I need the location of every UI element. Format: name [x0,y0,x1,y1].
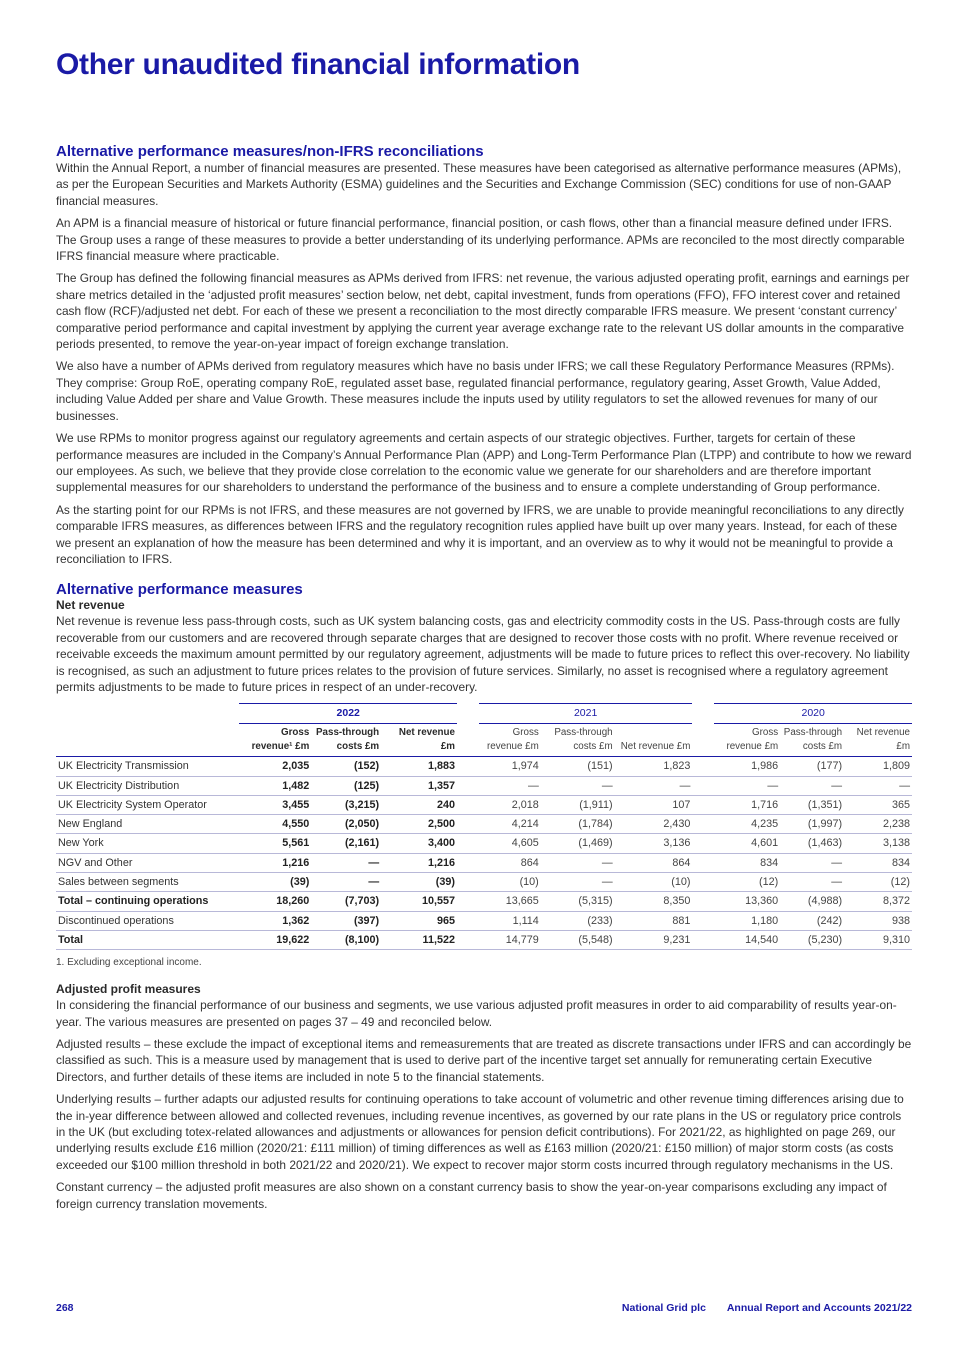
paragraph: In considering the financial performance of our business and segments, we use various adjusted profit measures in order to aid comparability of results year-on-year. The various measures are presented on pages 37 – 49 and reconciled below. [56,998,897,1029]
table-cell: 11,522 [381,930,457,949]
table-cell: (2,050) [311,815,381,834]
table-cell: 3,138 [844,834,912,853]
row-label: New York [56,834,239,853]
table-cell: 938 [844,911,912,930]
table-cell: 2,430 [615,815,693,834]
table-cell: 365 [844,795,912,814]
table-row [56,795,912,814]
table-cell: (1,351) [780,795,844,814]
table-cell: — [541,873,615,892]
table-cell: (151) [541,757,615,776]
table-cell: 19,622 [239,930,311,949]
table-cell: — [714,776,780,795]
spacer-cell [457,853,479,872]
table-cell: — [780,873,844,892]
paragraph: We also have a number of APMs derived from regulatory measures which have no basis under IFRS; we call these Regulatory Performance Measures (RPMs). They comprise: Group RoE, operating company RoE, regulated asset base, regulated financial performance, regulatory gearing, Asset Growth, Value Added, including Value Added per share and Value Growth. These measures include the inputs used by utility regulators to set the allowed revenues for many of our businesses. [56,359,895,423]
section-heading-apm: Alternative performance measures [56,581,303,599]
column-header: Pass-through costs £m [780,723,844,757]
column-header: Gross revenue £m [479,723,541,757]
table-cell: 1,180 [714,911,780,930]
table-cell: 1,362 [239,911,311,930]
table-cell: 3,400 [381,834,457,853]
table-cell: (1,997) [780,815,844,834]
table-cell: (1,911) [541,795,615,814]
table-cell: (12) [844,873,912,892]
spacer-cell [457,892,479,911]
table-cell: 3,136 [615,834,693,853]
table-cell: (5,230) [780,930,844,949]
table-cell: 9,310 [844,930,912,949]
table-cell: 834 [844,853,912,872]
row-label: Sales between segments [56,873,239,892]
table-cell: (8,100) [311,930,381,949]
spacer-cell [457,815,479,834]
table-cell: — [844,776,912,795]
table-row [56,853,912,872]
table-cell: — [541,776,615,795]
spacer-cell [692,795,714,814]
paragraph: Net revenue is revenue less pass-through costs, such as UK system balancing costs, gas and electricity commodity costs in the US. Pass-through costs are fully recoverable from our customers and are recovered through separate charges that are designed to recover those costs with no profit. Where revenue received or receivable exceeds the maximum amount permitted by our regulatory agreement, adjustments will be made to future prices to reflect this over-recovery. No liability is recognised, as such an adjustment to future prices relates to the provision of future services. Similarly, no asset is recognised where a regulatory agreement permits adjustments to be made to future prices in respect of an under-recovery. [56,614,910,694]
table-cell: 14,779 [479,930,541,949]
row-label: NGV and Other [56,853,239,872]
table-cell: — [479,776,541,795]
table-cell: 2,035 [239,757,311,776]
paragraph: We use RPMs to monitor progress against our regulatory agreements and certain aspects of our strategic objectives. Further, targets for certain of these performance measures are included in the Company’s Annual Performance Plan (APP) and Long-Term Performance Plan (LTPP) and contribute to how we reward our employees. As such, we believe that they provide close correlation to the economic value we generate for our shareholders and are therefore important supplemental measures for our shareholders to understand the performance of the business and to ensure a complete understanding of Group performance. [56,431,912,495]
table-cell: 14,540 [714,930,780,949]
table-cell: 1,986 [714,757,780,776]
table-cell: (3,215) [311,795,381,814]
column-header: Gross revenue £m [714,723,780,757]
spacer-cell [692,873,714,892]
table-cell: 4,235 [714,815,780,834]
table-cell: (152) [311,757,381,776]
row-label: UK Electricity Transmission [56,757,239,776]
table-cell: 1,216 [381,853,457,872]
table-cell: 107 [615,795,693,814]
table-row [56,892,912,911]
spacer-cell [692,930,714,949]
table-cell: 4,550 [239,815,311,834]
page-title: Other unaudited financial information [56,48,580,81]
table-cell: 1,809 [844,757,912,776]
table-cell: 834 [714,853,780,872]
table-cell: — [311,853,381,872]
column-header: Pass-through costs £m [541,723,615,757]
table-cell: 2,238 [844,815,912,834]
table-footnote: 1. Excluding exceptional income. [56,957,202,969]
table-cell: (1,784) [541,815,615,834]
table-cell: 4,601 [714,834,780,853]
spacer-cell [457,930,479,949]
spacer-cell [692,757,714,776]
paragraph: As the starting point for our RPMs is not IFRS, and these measures are not governed by IFRS, we are unable to provide meaningful reconciliations to any directly comparable IFRS measures, as differences between IFRS and the regulatory recognition rules applied have built up over many years. Instead, for each of these we present an explanation of how the measure has been determined and why it is important, and an overview as to why it would not be meaningful to provide a reconciliation to IFRS. [56,502,904,566]
page-number: 268 [56,1302,74,1314]
spacer-cell [692,834,714,853]
row-label: Total – continuing operations [56,892,239,911]
table-cell: (242) [780,911,844,930]
column-header: Net revenue £m [615,723,693,757]
row-label: Total [56,930,239,949]
table-cell: (125) [311,776,381,795]
spacer-cell [457,776,479,795]
table-cell: 2,500 [381,815,457,834]
net-revenue-table [56,703,912,950]
table-cell: 1,883 [381,757,457,776]
paragraph: The Group has defined the following financial measures as APMs derived from IFRS: net revenue, the various adjusted operating profit, earnings and earnings per share metrics detailed in the ‘adjusted profit measures’ section below, net debt, capital investment, funds from operations (FFO), FFO interest cover and retained cash flow (RCF)/adjusted net debt. For each of these we present a reconciliation to the most directly comparable IFRS measure. We present ‘constant currency’ comparative period performance and capital investment by applying the current year average exchange rate to the relevant US dollar amounts in the comparative periods presented, to remove the year-on-year impact of foreign exchange translation. [56,271,910,352]
table-cell: 1,114 [479,911,541,930]
table-row [56,873,912,892]
table-cell: (5,315) [541,892,615,911]
table-cell: (4,988) [780,892,844,911]
column-header: Net revenue £m [844,723,912,757]
table-cell: 1,357 [381,776,457,795]
table-cell: 18,260 [239,892,311,911]
table-cell: (10) [479,873,541,892]
content [56,143,912,1218]
spacer-cell [692,776,714,795]
table-row [56,776,912,795]
footer-publication [604,1302,912,1314]
paragraph: Within the Annual Report, a number of financial measures are presented. These measures have been categorised as alternative performance measures (APMs), as per the European Securities and Markets Authority (ESMA) guidelines and the Securities and Exchange Commission (SEC) conditions for use of non-GAAP financial measures. [56,161,902,208]
table-cell: 965 [381,911,457,930]
table-cell: — [780,853,844,872]
table-cell: 10,557 [381,892,457,911]
spacer-cell [692,853,714,872]
column-header: Gross revenue¹ £m [239,723,311,757]
table-cell: 4,214 [479,815,541,834]
row-label: New England [56,815,239,834]
row-label: Discontinued operations [56,911,239,930]
spacer-cell [692,892,714,911]
paragraph: Adjusted results – these exclude the impact of exceptional items and remeasurements that are treated as discrete transactions under IFRS and can accordingly be classified as such. This is a measure used by management that is used to derive part of the incentive target set annually for remunerating certain Executive Directors, and further details of these items are included in note 5 to the financial statements. [56,1037,912,1084]
table-cell: 9,231 [615,930,693,949]
table-cell: (12) [714,873,780,892]
spacer-cell [692,911,714,930]
table-cell: (39) [239,873,311,892]
table-row [56,834,912,853]
table-cell: 1,216 [239,853,311,872]
table-cell: (1,463) [780,834,844,853]
spacer-cell [457,757,479,776]
year-header-2021: 2021 [479,704,693,723]
table-cell: 1,716 [714,795,780,814]
year-header-2022: 2022 [239,704,457,723]
table-cell: (5,548) [541,930,615,949]
spacer-cell [457,795,479,814]
table-row [56,930,912,949]
table-cell: 240 [381,795,457,814]
table-cell: (2,161) [311,834,381,853]
table-cell: 5,561 [239,834,311,853]
table-cell: 8,372 [844,892,912,911]
spacer-cell [457,911,479,930]
table-cell: 4,605 [479,834,541,853]
table-cell: 1,974 [479,757,541,776]
table-cell: (39) [381,873,457,892]
table-cell: 3,455 [239,795,311,814]
column-header: Net revenue £m [381,723,457,757]
table-row [56,815,912,834]
table-cell: — [780,776,844,795]
subheading-adjusted-profit: Adjusted profit measures [56,982,201,997]
table-cell: (1,469) [541,834,615,853]
paragraph: Underlying results – further adapts our adjusted results for continuing operations to take account of volumetric and other revenue timing differences arising due to the in-year difference between allowed and collected revenues, including revenue incentives, as governed by our rate plans in the US or regulatory price controls in the UK (but excluding totex-related allowances and adjustments or allowances for pension deficit contributions). For 2021/22, as highlighted on page 269, our underlying results exclude £16 million (2020/21: £111 million) of timing differences as well as £163 million (2020/21: £150 million) of major storm costs (as costs exceeded our $100 million threshold in both 2021/22 and 2020/21). We expect to recover major storm costs incurred through regulatory mechanisms in the US. [56,1092,904,1172]
table-cell: (10) [615,873,693,892]
table-row [56,757,912,776]
table-cell: 1,482 [239,776,311,795]
table-row [56,911,912,930]
spacer-cell [457,873,479,892]
spacer-cell [692,815,714,834]
table-cell: 13,360 [714,892,780,911]
column-header: Pass-through costs £m [311,723,381,757]
paragraph: An APM is a financial measure of historical or future financial performance, financial position, or cash flows, other than a financial measure defined under IFRS. The Group uses a range of these measures to provide a better understanding of its underlying performance. APMs are reconciled to the most directly comparable IFRS financial measure where practicable. [56,216,905,264]
table-cell: — [311,873,381,892]
spacer-cell [457,834,479,853]
table-cell: — [541,853,615,872]
year-header-2020: 2020 [714,704,912,723]
footer-report: Annual Report and Accounts 2021/22 [726,1302,912,1314]
table-cell: 8,350 [615,892,693,911]
table-cell: 2,018 [479,795,541,814]
footer-company: National Grid plc [621,1302,706,1314]
row-label: UK Electricity System Operator [56,795,239,814]
paragraph: Constant currency – the adjusted profit measures are also shown on a constant currency basis to show the year-on-year comparisons excluding any impact of foreign currency translation movements. [56,1180,887,1211]
table-cell: 864 [615,853,693,872]
table-cell: (397) [311,911,381,930]
table-cell: (233) [541,911,615,930]
table-cell: — [615,776,693,795]
table-cell: 881 [615,911,693,930]
table-cell: (7,703) [311,892,381,911]
table-cell: 13,665 [479,892,541,911]
subheading-net-revenue: Net revenue [56,598,125,613]
table-cell: 864 [479,853,541,872]
section-heading-apm-reconciliations: Alternative performance measures/non-IFRS reconciliations [56,143,484,160]
table-cell: 1,823 [615,757,693,776]
row-label: UK Electricity Distribution [56,776,239,795]
table-cell: (177) [780,757,844,776]
